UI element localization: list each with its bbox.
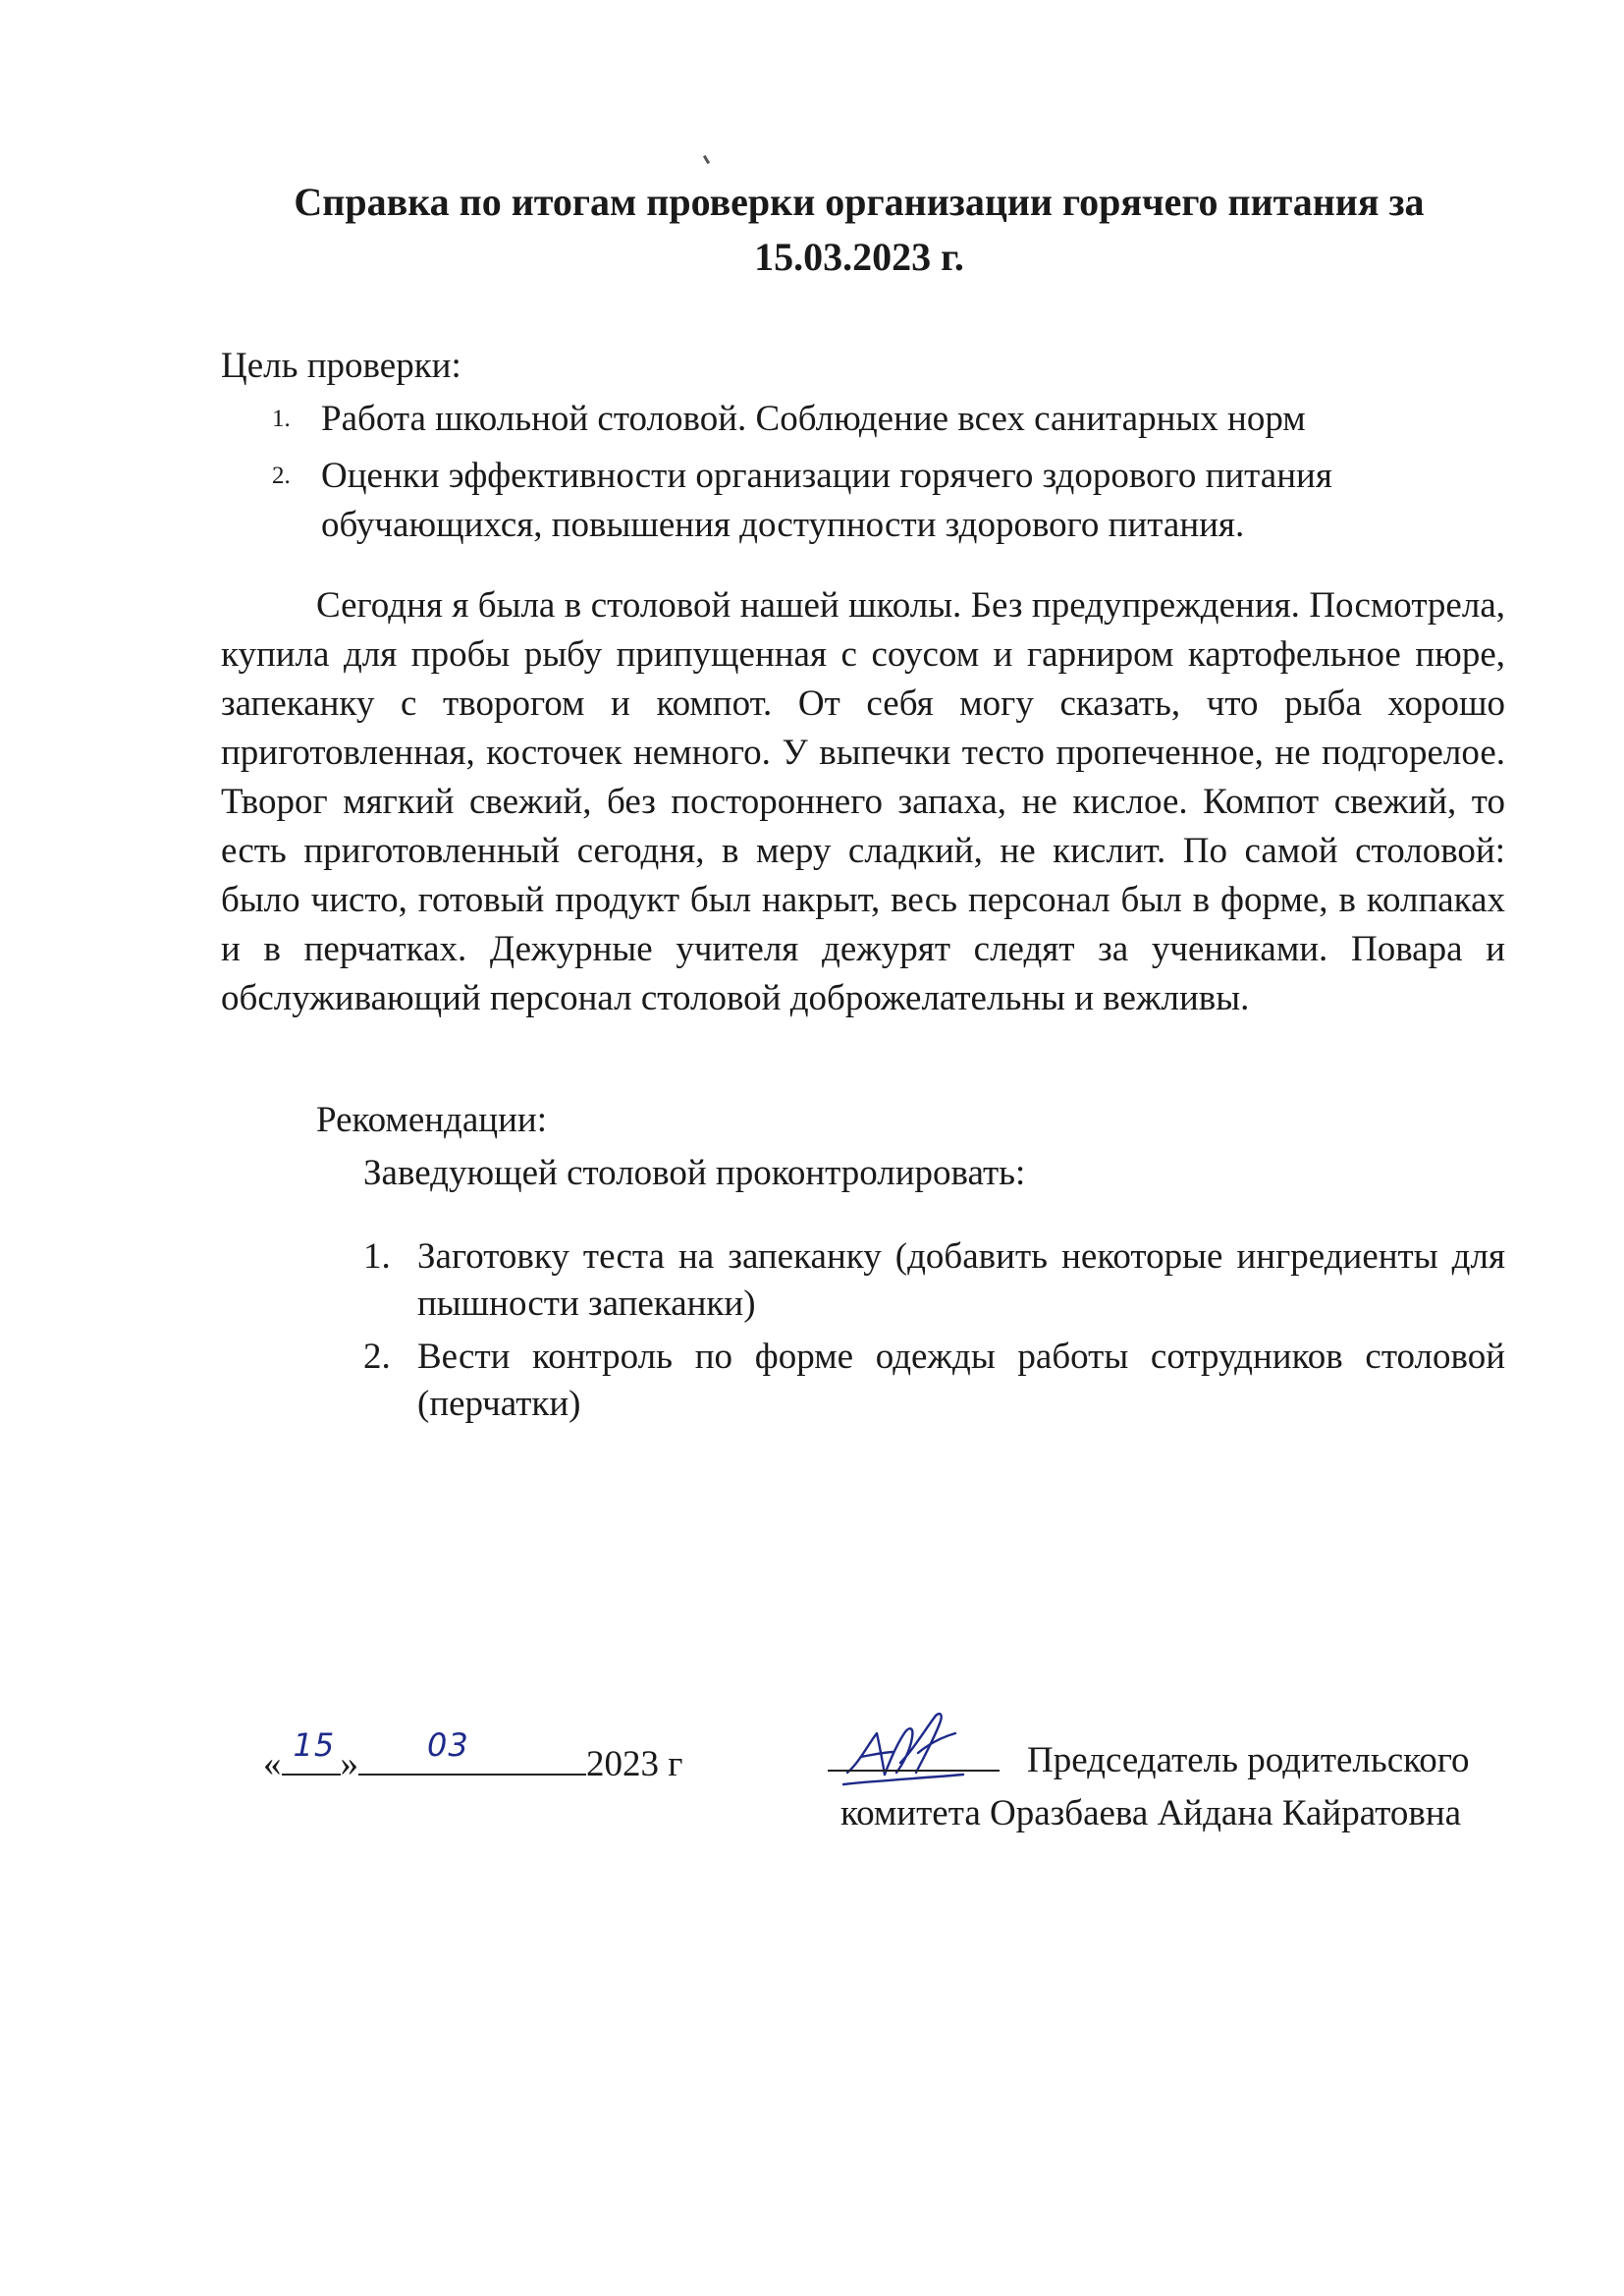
- scan-speck: [703, 155, 710, 164]
- recommendations-heading: Рекомендации:: [316, 1100, 547, 1140]
- list-item: [221, 452, 1497, 550]
- main-paragraph: Сегодня я была в столовой нашей школы. Без предупреждения. Посмотрела, купила для пробы рыбу припущенная с соусом и гарниром картофельное пюре, запеканку с творогом и компот. От себя могу сказать, что рыба хорошо приготовленная, косточек немного. У выпечки тесто пропеченное, не подгорелое. Творог мягкий свежий, без постороннего запаха, не кислое. Компот свежий, то есть приготовленный сегодня, в меру сладкий, не кислит. По самой столовой: было чисто, готовый продукт был накрыт, весь персонал был в форме, в колпаках и в перчатках. Дежурные учителя дежурят следят за учениками. Повара и обслуживающий персонал столовой доброжелательны и вежливы.: [221, 585, 1505, 1018]
- month-blank: [358, 1726, 586, 1776]
- date-field: [263, 1726, 683, 1789]
- list-item-text: Работа школьной столовой. Соблюдение всех санитарных норм: [321, 399, 1306, 439]
- year-text: 2023 г: [586, 1744, 683, 1784]
- list-item: [363, 1233, 1505, 1328]
- list-item: [221, 395, 1497, 444]
- document-title: Справка по итогам проверки организации горячего питания за 15.03.2023 г.: [294, 180, 1425, 279]
- signer-title-line1: Председатель родительского: [1027, 1740, 1470, 1780]
- list-item-number: 2.: [363, 1337, 391, 1377]
- list-item-number: 2.: [272, 463, 291, 489]
- handwritten-signature: [839, 1704, 967, 1792]
- goal-heading: Цель проверки:: [221, 346, 461, 386]
- list-item-text: Заготовку теста на запеканку (добавить некоторые ингредиенты для пышности запеканки): [417, 1236, 1505, 1324]
- list-item-text: Оценки эффективности организации горячего здорового питания обучающихся, повышения доступности здорового питания.: [321, 456, 1332, 545]
- signature-line: [828, 1770, 1000, 1772]
- recommendations-intro: Заведующей столовой проконтролировать:: [363, 1153, 1026, 1193]
- list-item-number: 1.: [272, 406, 291, 432]
- handwritten-day: 15: [293, 1726, 336, 1764]
- quote-close: »: [340, 1744, 358, 1784]
- goal-list: [221, 395, 1497, 558]
- list-item-text: Вести контроль по форме одежды работы сотрудников столовой (перчатки): [417, 1337, 1505, 1424]
- list-item: [363, 1334, 1505, 1428]
- day-blank: [282, 1726, 341, 1776]
- quote-open: «: [263, 1744, 282, 1784]
- signer-title-line2: комитета Оразбаева Айдана Кайратовна: [840, 1793, 1462, 1833]
- recommendations-list: [363, 1233, 1505, 1434]
- list-item-number: 1.: [363, 1236, 391, 1277]
- handwritten-month: 03: [427, 1726, 469, 1764]
